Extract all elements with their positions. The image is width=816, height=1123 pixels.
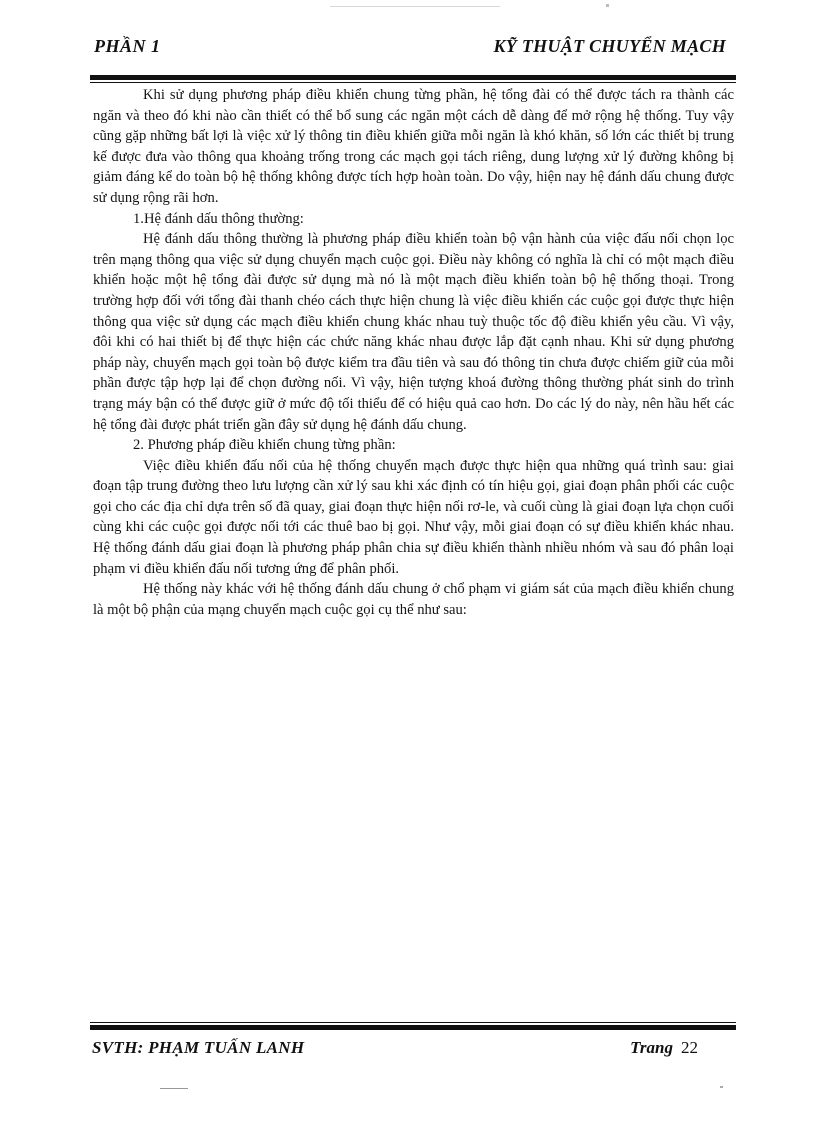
paragraph-common-marker: Hệ đánh dấu thông thường là phương pháp điều khiển toàn bộ vận hành của việc đấu nối chọn lọc trên mạng thông qua việc sử dụng chuyển mạch cuộc gọi. Điều này không có nghĩa là chỉ có một mạch điều khiển hoặc một hệ tổng đài được sử dụng mà nó là một mạch điều khiển toàn bộ hệ thống thoại. Trong trường hợp đối với tổng đài thanh chéo cách thực hiện chung là việc điều khiển các cuộc gọi được thực hiện thông qua việc sử dụng các mạch điều khiển chung khác nhau tuỳ thuộc tốc độ điều khiển yêu cầu. Vì vậy, đôi khi có hai thiết bị để thực hiện các chức năng khác nhau được lắp đặt cạnh nhau. Khi sử dụng phương pháp này, chuyển mạch gọi toàn bộ được kiểm tra đầu tiên và sau đó thông tin chưa được chiếm giữ của mỗi phần được tập hợp lại để chọn đường nối. Vì vậy, hiện tượng khoá đường thông thường phát sinh do trình trạng máy bận có thể được giữ ở mức độ tối thiểu để có hiệu quả cao hơn. Do các lý do này, nên hầu hết các hệ tổng đài được phát triển gần đây sử dụng hệ đánh dấu chung. — [93, 231, 734, 433]
header-rule-thin — [90, 82, 736, 83]
paragraph-stage-control: Việc điều khiển đấu nối của hệ thống chuyển mạch được thực hiện qua những quá trình sau: giai đoạn tập trung đường theo lưu lượng cần xử lý sau khi xác định có tín hiệu gọi, giai đoạn phân phối các cuộc gọi cho các địa chỉ dựa trên số đã quay, giai đoạn thực hiện nối rơ-le, và cuối cùng là giai đoạn lựa chọn cuối cùng khi các cuộc gọi được nối tới các thuê bao bị gọi. Như vậy, mỗi giai đoạn có sự điều khiển khác nhau. Hệ thống đánh dấu giai đoạn là phương pháp phân chia sự điều khiển thành nhiều nhóm và sau đó phân loại phạm vi điều khiển đấu nối tương ứng để phân phối. — [93, 457, 734, 577]
footer-rule-thin — [90, 1022, 736, 1023]
section-heading-1: 1.Hệ đánh dấu thông thường: — [133, 210, 304, 227]
header-chapter-title: KỸ THUẬT CHUYỂN MẠCH — [493, 36, 726, 56]
header-part-label: PHẦN 1 — [94, 36, 161, 56]
scan-artifact-bottom — [160, 1088, 188, 1089]
body-text — [93, 85, 734, 620]
footer-rule-thick — [90, 1025, 736, 1030]
paragraph-intro: Khi sử dụng phương pháp điều khiển chung từng phần, hệ tổng đài có thể được tách ra thành các ngăn và theo đó khi nào cần thiết có thể bổ sung các ngăn một cách dễ dàng để mở rộng hệ thống. Tuy vậy cũng gặp những bất lợi là việc xử lý thông tin điều khiển giữa mỗi ngăn là khó khăn, số lớn các thiết bị trung kế được đưa vào thông qua khoảng trống trong các mạch gọi tách riêng, dung lượng xử lý đường không bị giảm đáng kể do toàn bộ hệ thống không được tích hợp hoàn toàn. Do vậy, hiện nay hệ đánh dấu chung được sử dụng rộng rãi hơn. — [93, 87, 734, 206]
header-rule-thick — [90, 75, 736, 80]
footer-author: SVTH: PHẠM TUẤN LANH — [92, 1038, 305, 1057]
footer-page-number: 22 — [681, 1038, 698, 1057]
section-heading-2: 2. Phương pháp điều khiển chung từng phần: — [133, 437, 396, 454]
scan-artifact-dot-top — [606, 4, 609, 7]
scan-artifact-top — [330, 6, 500, 7]
footer-page-info — [630, 1038, 698, 1058]
footer-page-label: Trang — [630, 1038, 673, 1057]
paragraph-difference: Hệ thống này khác với hệ thống đánh dấu chung ở chổ phạm vi giám sát của mạch điều khiển chung là một bộ phận của mạng chuyển mạch cuộc gọi cụ thể như sau: — [93, 581, 734, 618]
page-footer — [90, 1034, 736, 1066]
page-header — [90, 30, 736, 70]
scan-artifact-dot-bottom — [720, 1086, 723, 1088]
